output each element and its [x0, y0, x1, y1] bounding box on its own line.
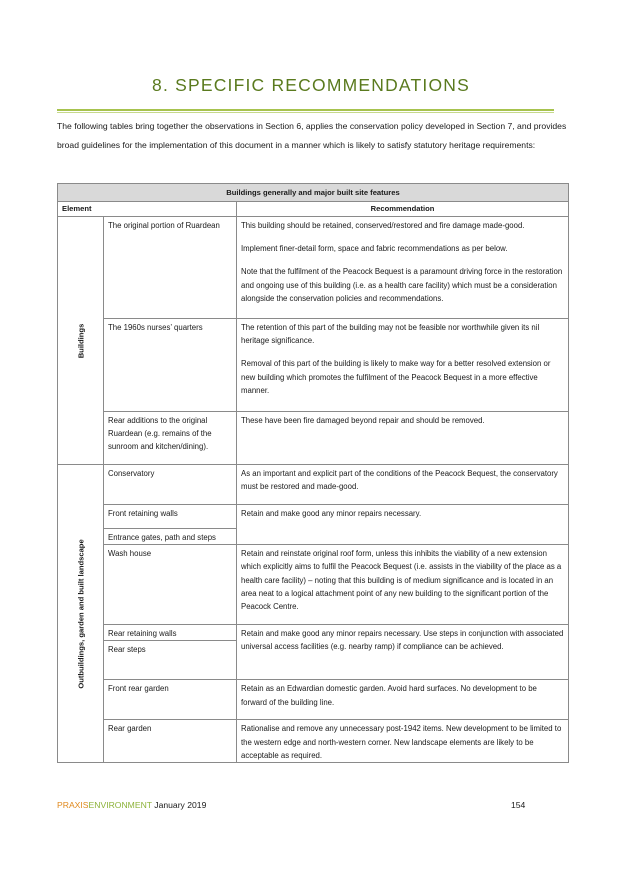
table-row: [58, 680, 569, 720]
recommendation-cell: [237, 319, 569, 412]
table-row: [58, 625, 569, 641]
recommendation-paragraph: These have been fire damaged beyond repair and should be removed.: [241, 416, 485, 425]
table-row: [58, 545, 569, 625]
recommendation-paragraph: Implement finer-detail form, space and fabric recommendations as per below.: [241, 244, 508, 254]
element-cell: Rear retaining walls: [104, 625, 237, 641]
recommendation-paragraph: The retention of this part of the building may not be feasible nor worthwhile given its nil heritage significance.: [241, 323, 540, 346]
section-title: 8. SPECIFIC RECOMMENDATIONS: [152, 75, 470, 95]
row-group-label: Outbuildings, garden and built landscape: [75, 538, 85, 689]
table-title: Buildings generally and major built site features: [58, 184, 569, 202]
recommendation-cell: [237, 412, 569, 465]
page-number: 154: [511, 800, 526, 810]
element-cell: Front rear garden: [104, 680, 237, 720]
recommendation-paragraph: Retain and reinstate original roof form, unless this inhibits the viability of a new extension which explicitly aims to fulfil the Peacock Bequest (i.e. assists in the viability of the place as a health care facility) – noting that this building is of medium significance and is located in an area neat to a logical attachment point of any new building to the significant portion of the Peacock Centre.: [241, 549, 562, 612]
row-group-label: Buildings: [75, 323, 85, 358]
table-body: [58, 217, 569, 763]
recommendation-cell: [237, 625, 569, 680]
element-cell: Entrance gates, path and steps: [104, 529, 237, 545]
element-cell: Conservatory: [104, 465, 237, 505]
recommendation-paragraph: Note that the fulfilment of the Peacock Bequest is a paramount driving force in the restoration and ongoing use of this building (i.e. as a health care facility) which must be a consideration alongside the conservation policies and recommendations.: [241, 267, 563, 303]
table-row: [58, 217, 569, 319]
recommendation-cell: [237, 465, 569, 505]
recommendation-paragraph: Removal of this part of the building is likely to make way for a better resolved extension or new building which promotes the fulfilment of the Peacock Bequest in a more effective manner.: [241, 359, 551, 395]
row-group-cell: [58, 217, 104, 465]
brand-praxis: PRAXIS: [57, 800, 89, 810]
recommendation-paragraph: Retain and make good any minor repairs necessary. Use steps in conjunction with associated universal access facilities (e.g. nearby ramp) if compliance can be achieved.: [241, 629, 564, 652]
row-group-cell: [58, 465, 104, 763]
table-row: [58, 465, 569, 505]
recommendation-cell: [237, 720, 569, 763]
element-cell: Wash house: [104, 545, 237, 625]
recommendation-paragraph: Retain as an Edwardian domestic garden. Avoid hard surfaces. No development to be forward of the building line.: [241, 684, 537, 707]
recommendations-table: [57, 183, 569, 763]
table-row: [58, 505, 569, 529]
recommendation-paragraph: Retain and make good any minor repairs necessary.: [241, 509, 422, 518]
column-header-recommendation: Recommendation: [237, 202, 569, 217]
footer-brand: [57, 800, 206, 810]
recommendation-cell: [237, 217, 569, 319]
recommendation-paragraph: This building should be retained, conserved/restored and fire damage made-good.: [241, 221, 525, 230]
brand-environment: ENVIRONMENT: [88, 800, 152, 810]
table-row: [58, 319, 569, 412]
title-underline-secondary: [57, 112, 554, 113]
recommendation-paragraph: Rationalise and remove any unnecessary post-1942 items. New development to be limited to the western edge and north-western corner. New landscape elements are likely to be acceptable as required.: [241, 724, 562, 760]
table-row: [58, 412, 569, 465]
recommendation-paragraph: As an important and explicit part of the conditions of the Peacock Bequest, the conservatory must be restored and made-good.: [241, 469, 558, 492]
recommendation-cell: [237, 680, 569, 720]
recommendation-cell: [237, 505, 569, 545]
table-row: [58, 720, 569, 763]
element-cell: Rear steps: [104, 641, 237, 680]
element-cell: Rear garden: [104, 720, 237, 763]
title-underline: [57, 109, 554, 111]
footer-date: January 2019: [151, 800, 207, 810]
element-cell: The 1960s nurses’ quarters: [104, 319, 237, 412]
intro-paragraph: The following tables bring together the observations in Section 6, applies the conservation policy developed in Section 7, and provides broad guidelines for the implementation of this document in a manner which is likely to satisfy statutory heritage requirements:: [57, 121, 567, 150]
recommendation-cell: [237, 545, 569, 625]
element-cell: The original portion of Ruardean: [104, 217, 237, 319]
column-header-element: Element: [58, 202, 237, 217]
element-cell: Front retaining walls: [104, 505, 237, 529]
element-cell: Rear additions to the original Ruardean (e.g. remains of the sunroom and kitchen/dining).: [104, 412, 237, 465]
